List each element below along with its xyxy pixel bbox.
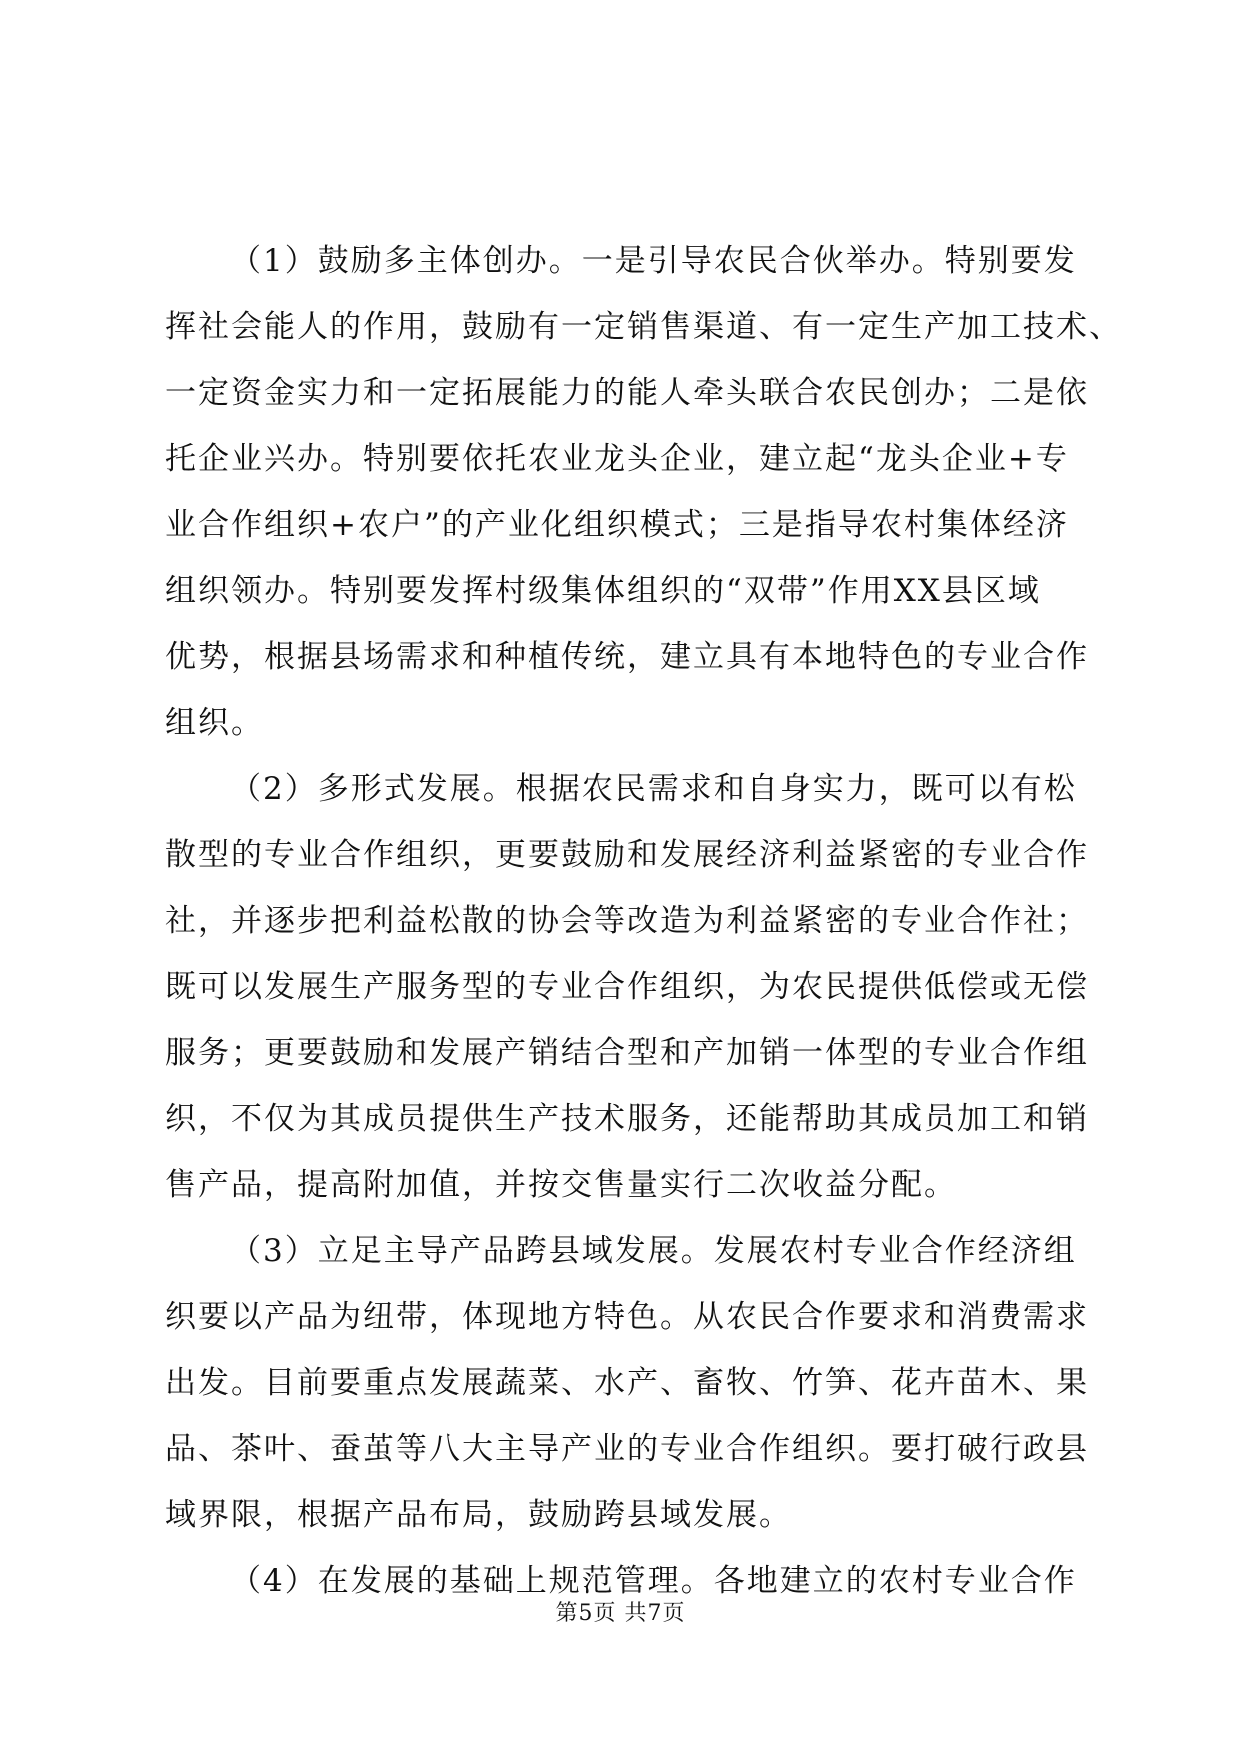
paragraph-1-line-6: 组织领办。特别要发挥村级集体组织的“双带”作用XX县区域: [165, 573, 1041, 609]
paragraph-2-line-5: 服务；更要鼓励和发展产销结合型和产加销一体型的专业合作组: [165, 1035, 1089, 1071]
body-text: [165, 228, 1122, 1614]
page-footer: 第5页 共7页: [555, 1601, 686, 1626]
paragraph-2-line-6: 织，不仅为其成员提供生产技术服务，还能帮助其成员加工和销: [165, 1101, 1089, 1137]
paragraph-2-line-2: 散型的专业合作组织，更要鼓励和发展经济利益紧密的专业合作: [165, 837, 1089, 873]
paragraph-1-line-7: 优势，根据县场需求和种植传统，建立具有本地特色的专业合作: [165, 639, 1089, 675]
paragraph-1-line-3: 一定资金实力和一定拓展能力的能人牵头联合农民创办；二是依: [165, 375, 1089, 411]
paragraph-2-line-3: 社，并逐步把利益松散的协会等改造为利益紧密的专业合作社；: [165, 903, 1089, 939]
paragraph-3-line-4: 品、茶叶、蚕茧等八大主导产业的专业合作组织。要打破行政县: [165, 1431, 1089, 1467]
paragraph-2-line-7: 售产品，提高附加值，并按交售量实行二次收益分配。: [165, 1167, 957, 1203]
paragraph-4-line-1: （4）在发展的基础上规范管理。各地建立的农村专业合作: [230, 1563, 1077, 1599]
paragraph-1-line-2: 挥社会能人的作用，鼓励有一定销售渠道、有一定生产加工技术、: [165, 309, 1122, 345]
paragraph-1-line-5: 业合作组织+农户”的产业化组织模式；三是指导农村集体经济: [165, 507, 1069, 543]
paragraph-2-line-1: （2）多形式发展。根据农民需求和自身实力，既可以有松: [230, 771, 1077, 807]
paragraph-3-line-1: （3）立足主导产品跨县域发展。发展农村专业合作经济组: [230, 1233, 1077, 1269]
paragraph-3-line-2: 织要以产品为纽带，体现地方特色。从农民合作要求和消费需求: [165, 1299, 1089, 1335]
paragraph-1-line-8: 组织。: [165, 705, 264, 741]
paragraph-1-line-1: （1）鼓励多主体创办。一是引导农民合伙举办。特别要发: [230, 243, 1077, 279]
paragraph-1-line-4: 托企业兴办。特别要依托农业龙头企业，建立起“龙头企业+专: [165, 441, 1069, 477]
paragraph-2-line-4: 既可以发展生产服务型的专业合作组织，为农民提供低偿或无偿: [165, 969, 1089, 1005]
paragraph-3-line-5: 域界限，根据产品布局，鼓励跨县域发展。: [165, 1497, 792, 1533]
paragraph-3-line-3: 出发。目前要重点发展蔬菜、水产、畜牧、竹笋、花卉苗木、果: [165, 1365, 1089, 1401]
